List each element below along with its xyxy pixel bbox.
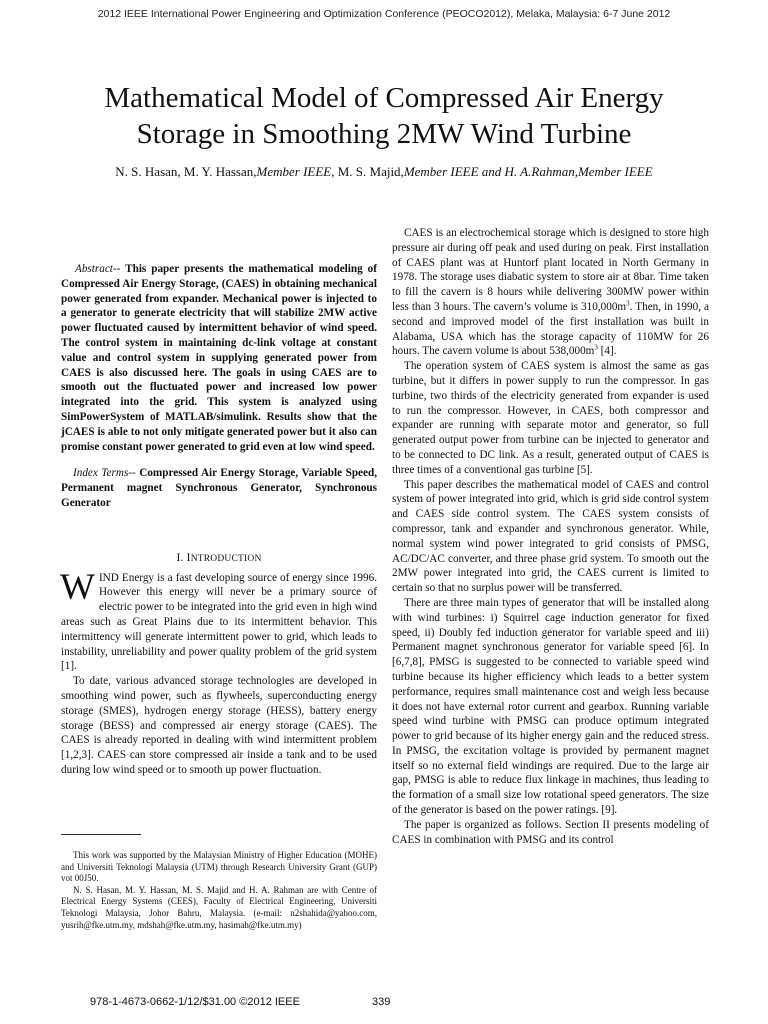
superscript-3: 3 [626, 299, 630, 308]
paper-title [60, 80, 708, 152]
abstract-lead: Abstract-- [75, 263, 121, 275]
left-column [61, 262, 377, 778]
title-line-1: Mathematical Model of Compressed Air Energy [104, 82, 664, 114]
right-column [392, 226, 709, 847]
abstract-text: This paper presents the mathematical modeling of Compressed Air Energy Storage, (CAES) in obtaining mechanical power generated from expander. Mechanical power is injected to a generator to generate electricity that will stabilize 2MW active power fluctuated caused by intermittent behavior of wind speed. The control system in maintaining dc-link voltage at constant value and control system in supplying generated power from CAES is also discussed here. The goals in using CAES are to smooth out the fluctuated power and increased low power integrated into the grid. This system is analyzed using SimPowerSystem of MATLAB/simulink. Results show that the jCAES is able to not only mitigate generated power but it also can promise constant power generated to grid even at low wind speed. [61, 263, 377, 453]
author-role-2: Member IEEE and H. A.Rahman,Member IEEE [403, 164, 653, 179]
intro-paragraph-2: To date, various advanced storage technologies are developed in smoothing wind power, such as flywheels, superconducting energy storage (SMES), hydrogen energy storage (HESS), battery energy storage (BESS) and compressed air energy storage (CAES). The CAES is already reported in dealing with wind intermittent problem [1,2,3]. CAES can store compressed air inside a tank and to be used during low wind speed or to smooth up power fluctuation. [61, 675, 377, 776]
superscript-3: 3 [594, 343, 598, 352]
author-role-1: Member IEEE [256, 164, 332, 179]
footnote-funding: This work was supported by the Malaysian Ministry of Higher Education (MOHE) and Universiti Teknologi Malaysia (UTM) through Research University Grant (GUP) vot 00J50. [61, 850, 377, 884]
footer-isbn: 978-1-4673-0662-1/12/$31.00 ©2012 IEEE [90, 996, 300, 1008]
abstract [61, 262, 377, 454]
page-number: 339 [372, 996, 391, 1008]
conference-header: 2012 IEEE International Power Engineering and Optimization Conference (PEOCO2012), Melaka, Malaysia: 6-7 June 2012 [97, 8, 671, 20]
index-terms-lead: Index Terms-- [73, 467, 136, 480]
author-list [90, 164, 678, 180]
index-terms-text: Compressed Air Energy Storage, Variable Speed, Permanent magnet Synchronous Generator, Synchronous Generator [61, 467, 377, 509]
authors-part-1: N. S. Hasan, M. Y. Hassan, [115, 164, 257, 179]
operation-paragraph: The operation system of CAES system is almost the same as gas turbine, but it differs in power supply to run the compressor. In gas turbine, two thirds of the electricity generated from expander is used to run the compressor. However, in CAES, both compressor and expander are running with separate motor and generator, so full generated output power from turbine can be injected to generator and to be connected to DC link. As a result, generated output of CAES is three times of a conventional gas turbine [5]. [392, 360, 709, 476]
intro-text-1: IND Energy is a fast developing source of energy since 1996. However this energy will never be a primary source of electric power to be integrated into the grid even in high wind areas such as Great Plains due to its intermittent behavior. This intermittency will generate intermittent power to grid, which leads to instability, unreliability and power quality problem of the grid system [1]. [61, 571, 377, 673]
drop-cap: W [60, 566, 95, 608]
footnotes [61, 850, 377, 931]
intro-paragraph-1 [60, 566, 377, 675]
description-paragraph: This paper describes the mathematical model of CAES and control system of power integrated into grid, which is grid side control system and CAES side control system. The CAES system consists of compressor, tank and expander and synchronous generator. While, normal system wind power integrated to grid consists of PMSG, AC/DC/AC converter, and three phase grid system. To smooth out the 2MW power integrated into grid, the CAES current is limited to certain so that no surplus power will be transferred. [392, 478, 709, 595]
authors-part-2: , M. S. Majid, [331, 164, 404, 179]
caes-paragraph: CAES is an electrochemical storage which is designed to store high pressure air during off peak and used during on peak. First installation of CAES plant was at Huntorf plant located in North Germany in 1978. The storage uses diabatic system to store air at 8bar. Time taken to fill the cavern is 8 hours while delivering 300MW power within less than 3 hours. The cavern’s volume is $310,000m^3$. Then, in 1990, a second and improved model of the first installation was built in Alabama, USA which has the storage capacity of 110MW for 26 hours. The cavern volume is about $538,000m^3$ [4]. [392, 227, 710, 358]
organization-paragraph: The paper is organized as follows. Section II presents modeling of CAES in combination with PMSG and its control [392, 818, 709, 846]
index-terms [61, 466, 377, 510]
generator-paragraph: There are three main types of generator that will be installed along with wind turbines: i) Squirrel cage induction generator for fixed speed, ii) Doubly fed induction generator for variable speed and iii) Permanent magnet synchronous generator for variable speed [6]. In [6,7,8], PMSG is suggested to be connected to variable speed wind turbine because its higher efficiency which leads to a better system performance, requires small maintenance cost and weigh less because it does not have external rotor current and gearbox. Running variable speed wind turbine with PMSG can produce optimum integrated power to grid because of its higher energy gain and the reduced stress. In PMSG, the excitation voltage is provided by permanent magnet itself so no external field windings are required. Due to the large air gap, PMSG is able to reduce flux linkage in machines, thus leading to the formation of a small size low rotational speed generators. The size of the generator is based on the power ratings. [9]. [392, 596, 709, 817]
footnote-divider [61, 834, 141, 835]
title-line-2: Storage in Smoothing 2MW Wind Turbine [136, 118, 632, 150]
footnote-affiliation: N. S. Hasan, M. Y. Hassan, M. S. Majid and H. A. Rahman are with Centre of Electrical Energy Systems (CEES), Faculty of Electrical Engineering, Universiti Teknologi Malaysia, Johor Bahru, Malaysia. (e-mail: n2shahida@yahoo.com, yusrih@fke.utm.my, mdshah@fke.utm.my, hasimah@fke.utm.my) [61, 884, 377, 930]
section-heading-introduction: I. INTRODUCTION [176, 551, 262, 564]
